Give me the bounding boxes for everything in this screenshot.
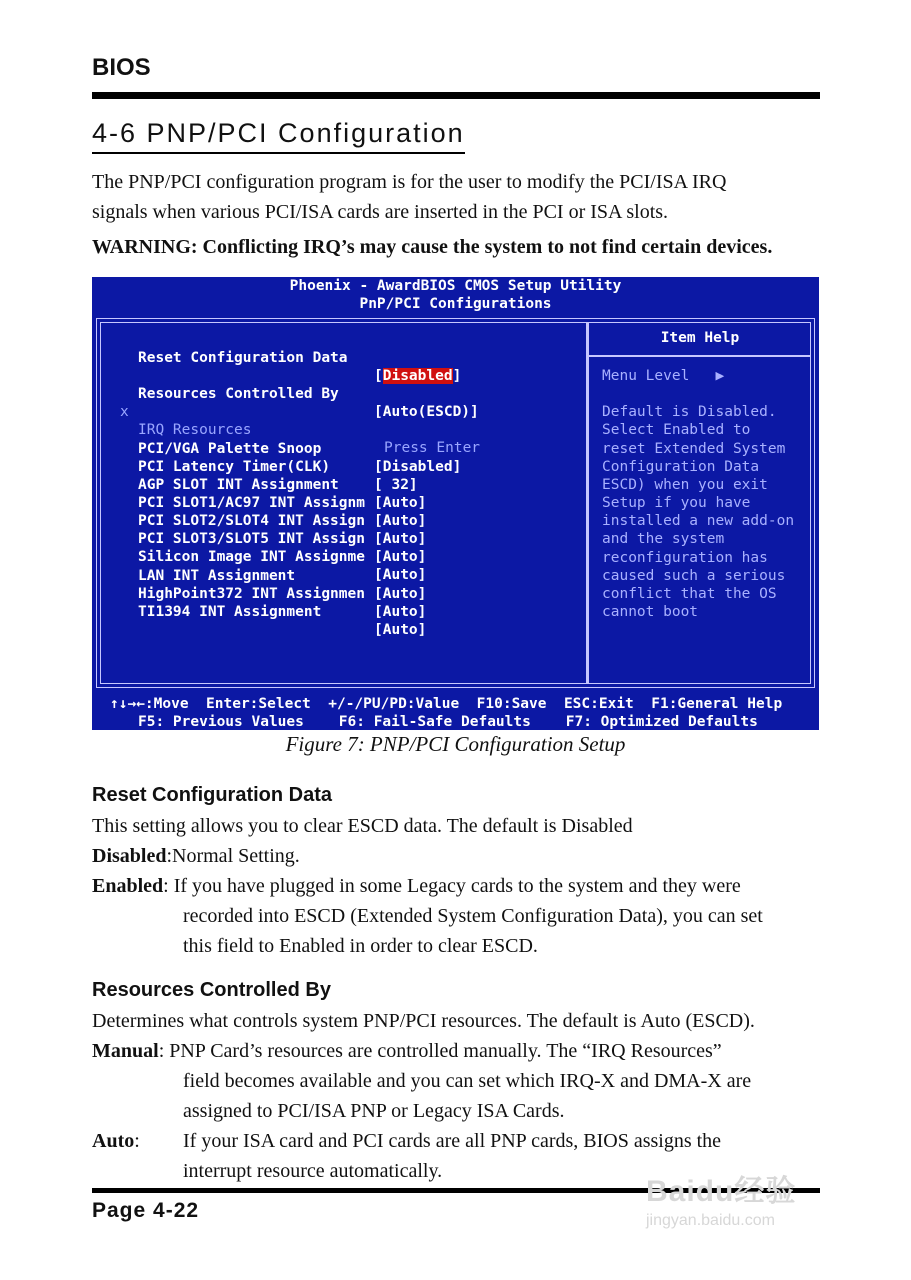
bios-screenshot	[92, 277, 819, 730]
help-line: Default is Disabled.	[602, 404, 777, 420]
resources-manual: Manual: PNP Card’s resources are controlled manually. The “IRQ Resources”	[92, 1040, 722, 1062]
selected-value[interactable]: Disabled	[382, 368, 453, 384]
resources-heading: Resources Controlled By	[92, 979, 331, 1001]
bios-item-value[interactable]: [Auto]	[374, 586, 427, 602]
bios-item-label: PCI/VGA Palette Snoop	[138, 441, 322, 457]
section-title: 4-6 PNP/PCI Configuration	[92, 118, 465, 154]
reset-config-disabled: Disabled:Normal Setting.	[92, 845, 300, 867]
bios-item-value[interactable]: [Auto]	[374, 513, 427, 529]
bios-keys-line-1: ↑↓→←:Move Enter:Select +/-/PU/PD:Value F10:Save ESC:Exit F1:General Help	[110, 696, 783, 712]
resources-auto-text-1: If your ISA card and PCI cards are all PNP cards, BIOS assigns the	[183, 1130, 722, 1152]
bios-item-value[interactable]: [Disabled]	[374, 459, 462, 475]
help-line: conflict that the OS	[602, 586, 777, 602]
bios-item-value[interactable]: [Disabled]	[374, 368, 462, 384]
reset-config-enabled-cont-2: this field to Enabled in order to clear ESCD.	[183, 935, 538, 957]
help-line: and the system	[602, 531, 725, 547]
option-term: Disabled	[92, 845, 167, 867]
bios-item-label: HighPoint372 INT Assignmen	[138, 586, 365, 602]
help-line: installed a new add-on	[602, 513, 795, 529]
bios-subtitle: PnP/PCI Configurations	[359, 296, 552, 312]
warning-text: WARNING: Conflicting IRQ’s may cause the system to not find certain devices.	[92, 236, 773, 258]
reset-config-heading: Reset Configuration Data	[92, 784, 333, 806]
running-header: BIOS	[92, 54, 151, 81]
bios-keys-line-2: F5: Previous Values F6: Fail-Safe Defaults F7: Optimized Defaults	[138, 714, 758, 730]
bios-item-value[interactable]: [Auto(ESCD)]	[374, 404, 479, 420]
intro-paragraph	[92, 167, 822, 227]
bios-item-label: Reset Configuration Data	[138, 350, 348, 366]
bios-divider	[586, 322, 589, 684]
bios-item-ti1394[interactable]	[92, 585, 586, 657]
menu-level: Menu Level ▶	[602, 368, 725, 384]
bios-title: Phoenix - AwardBIOS CMOS Setup Utility	[289, 278, 622, 294]
watermark-url: jingyan.baidu.com	[646, 1212, 775, 1229]
resources-auto-text-2: interrupt resource automatically.	[183, 1160, 443, 1182]
help-line: Configuration Data	[602, 459, 760, 475]
bios-item-value[interactable]: [ 32]	[374, 477, 418, 493]
watermark	[646, 1166, 796, 1230]
bios-item-label: PCI SLOT3/SLOT5 INT Assign	[138, 531, 365, 547]
intro-line-2: signals when various PCI/ISA cards are inserted in the PCI or ISA slots.	[92, 201, 669, 223]
bios-item-value[interactable]: [Auto]	[374, 604, 427, 620]
bios-item-label: PCI SLOT1/AC97 INT Assignm	[138, 495, 365, 511]
disabled-marker: x	[120, 404, 129, 420]
bios-item-label: AGP SLOT INT Assignment	[138, 477, 339, 493]
bios-item-label: IRQ Resources	[138, 422, 252, 438]
reset-config-enabled: Enabled: If you have plugged in some Legacy cards to the system and they were	[92, 875, 741, 897]
help-line: caused such a serious	[602, 568, 786, 584]
help-line: Setup if you have	[602, 495, 751, 511]
option-term: Auto	[92, 1130, 135, 1152]
watermark-brand: Baidu经验	[646, 1175, 797, 1208]
page-number: Page 4-22	[92, 1199, 200, 1222]
bios-item-label: Resources Controlled By	[138, 386, 339, 402]
help-line: cannot boot	[602, 604, 699, 620]
bios-item-label: Silicon Image INT Assignme	[138, 549, 365, 565]
figure-caption: Figure 7: PNP/PCI Configuration Setup	[285, 732, 626, 756]
item-help-title: Item Help	[660, 330, 740, 346]
bios-item-value[interactable]: [Auto]	[374, 549, 427, 565]
bios-item-value[interactable]: Press Enter	[384, 440, 481, 456]
resources-manual-cont-1: field becomes available and you can set which IRQ-X and DMA-X are	[183, 1070, 752, 1092]
help-line: reset Extended System	[602, 441, 786, 457]
header-rule	[92, 92, 820, 99]
reset-config-enabled-cont-1: recorded into ESCD (Extended System Configuration Data), you can set	[183, 905, 763, 927]
help-divider	[589, 355, 811, 357]
resources-desc: Determines what controls system PNP/PCI resources. The default is Auto (ESCD).	[92, 1010, 755, 1032]
bios-item-label: PCI Latency Timer(CLK)	[138, 459, 331, 475]
menu-level-arrow-icon: ▶	[715, 368, 725, 384]
option-term: Enabled	[92, 875, 164, 897]
intro-line-1: The PNP/PCI configuration program is for the user to modify the PCI/ISA IRQ	[92, 171, 727, 193]
bios-item-value[interactable]: [Auto]	[374, 495, 427, 511]
bios-item-label: PCI SLOT2/SLOT4 INT Assign	[138, 513, 365, 529]
bios-item-label: LAN INT Assignment	[138, 568, 296, 584]
bios-item-value[interactable]: [Auto]	[374, 622, 427, 638]
resources-manual-cont-2: assigned to PCI/ISA PNP or Legacy ISA Cards.	[183, 1100, 565, 1122]
bios-item-value[interactable]: [Auto]	[374, 567, 427, 583]
resources-auto: Auto:	[92, 1130, 140, 1152]
help-line: reconfiguration has	[602, 550, 768, 566]
help-line: ESCD) when you exit	[602, 477, 768, 493]
bios-item-label: TI1394 INT Assignment	[138, 604, 322, 620]
bios-item-value[interactable]: [Auto]	[374, 531, 427, 547]
help-line: Select Enabled to	[602, 422, 751, 438]
reset-config-desc: This setting allows you to clear ESCD data. The default is Disabled	[92, 815, 633, 837]
option-term: Manual	[92, 1040, 159, 1062]
